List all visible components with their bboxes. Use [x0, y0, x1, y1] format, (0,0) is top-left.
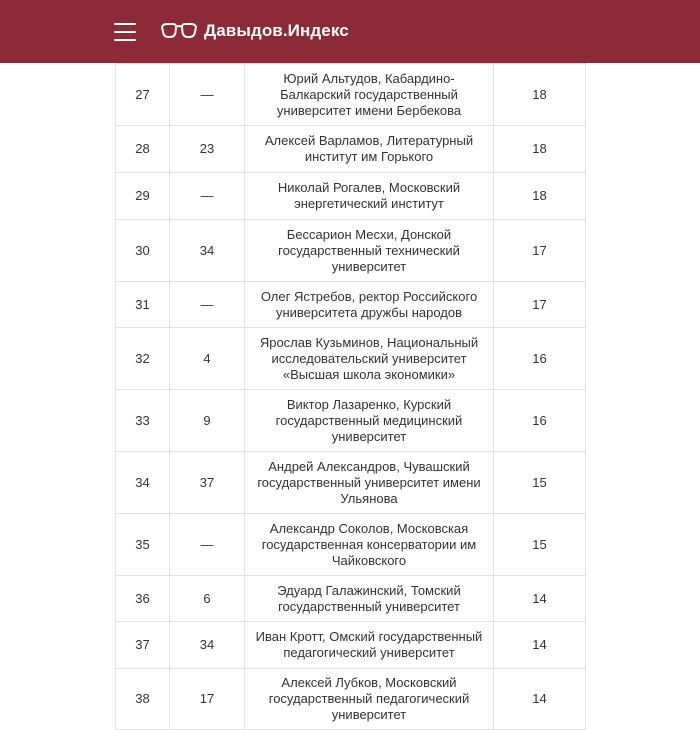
rector-university-cell: Ярослав Кузьминов, Национальный исследовательский университет «Высшая школа экономики» [245, 328, 494, 390]
table-row [116, 282, 586, 328]
previous-rank-cell: 34 [170, 220, 245, 282]
table-row [116, 514, 586, 576]
table-row [116, 390, 586, 452]
previous-rank-cell: 23 [170, 126, 245, 173]
rank-cell: 37 [116, 622, 170, 669]
table-row [116, 452, 586, 514]
rector-university-cell: Бессарион Месхи, Донской государственный технический университет [245, 220, 494, 282]
glasses-icon [161, 23, 197, 39]
score-cell: 18 [494, 64, 586, 126]
rank-cell: 35 [116, 514, 170, 576]
score-cell: 16 [494, 390, 586, 452]
rank-cell: 32 [116, 328, 170, 390]
score-cell: 15 [494, 452, 586, 514]
table-row [116, 328, 586, 390]
hamburger-menu-icon[interactable] [114, 22, 136, 41]
table-row [116, 220, 586, 282]
rector-university-cell: Алексей Лубков, Московский государственный педагогический университет [245, 669, 494, 730]
previous-rank-cell: — [170, 64, 245, 126]
previous-rank-cell: 34 [170, 622, 245, 669]
rank-cell: 31 [116, 282, 170, 328]
rector-university-cell: Алексей Варламов, Литературный институт им Горького [245, 126, 494, 173]
table-row [116, 576, 586, 622]
rank-cell: 33 [116, 390, 170, 452]
rector-university-cell: Иван Кротт, Омский государственный педагогический университет [245, 622, 494, 669]
score-cell: 16 [494, 328, 586, 390]
previous-rank-cell: 9 [170, 390, 245, 452]
site-header [0, 0, 700, 63]
site-logo[interactable] [161, 19, 349, 43]
score-cell: 17 [494, 220, 586, 282]
score-cell: 14 [494, 576, 586, 622]
rank-cell: 29 [116, 173, 170, 220]
rector-university-cell: Александр Соколов, Московская государственная консерватории им Чайковского [245, 514, 494, 576]
score-cell: 15 [494, 514, 586, 576]
rating-table-container [115, 63, 585, 730]
score-cell: 14 [494, 622, 586, 669]
score-cell: 17 [494, 282, 586, 328]
previous-rank-cell: — [170, 514, 245, 576]
score-cell: 18 [494, 126, 586, 173]
rector-university-cell: Николай Рогалев, Московский энергетический институт [245, 173, 494, 220]
rank-cell: 28 [116, 126, 170, 173]
rector-university-cell: Эдуард Галажинский, Томский государственный университет [245, 576, 494, 622]
previous-rank-cell: 4 [170, 328, 245, 390]
previous-rank-cell: 6 [170, 576, 245, 622]
rector-university-cell: Олег Ястребов, ректор Российского университета дружбы народов [245, 282, 494, 328]
rank-cell: 36 [116, 576, 170, 622]
rating-table [115, 63, 586, 730]
table-row [116, 126, 586, 173]
rank-cell: 34 [116, 452, 170, 514]
table-row [116, 173, 586, 220]
score-cell: 18 [494, 173, 586, 220]
brand-name: Давыдов.Индекс [204, 21, 349, 40]
rector-university-cell: Андрей Александров, Чувашский государственный университет имени Ульянова [245, 452, 494, 514]
rank-cell: 38 [116, 669, 170, 730]
table-row [116, 622, 586, 669]
previous-rank-cell: 17 [170, 669, 245, 730]
table-row [116, 64, 586, 126]
rank-cell: 27 [116, 64, 170, 126]
previous-rank-cell: 37 [170, 452, 245, 514]
score-cell: 14 [494, 669, 586, 730]
table-row [116, 669, 586, 730]
rank-cell: 30 [116, 220, 170, 282]
previous-rank-cell: — [170, 282, 245, 328]
previous-rank-cell: — [170, 173, 245, 220]
rector-university-cell: Виктор Лазаренко, Курский государственный медицинский университет [245, 390, 494, 452]
rector-university-cell: Юрий Альтудов, Кабардино-Балкарский государственный университет имени Бербекова [245, 64, 494, 126]
